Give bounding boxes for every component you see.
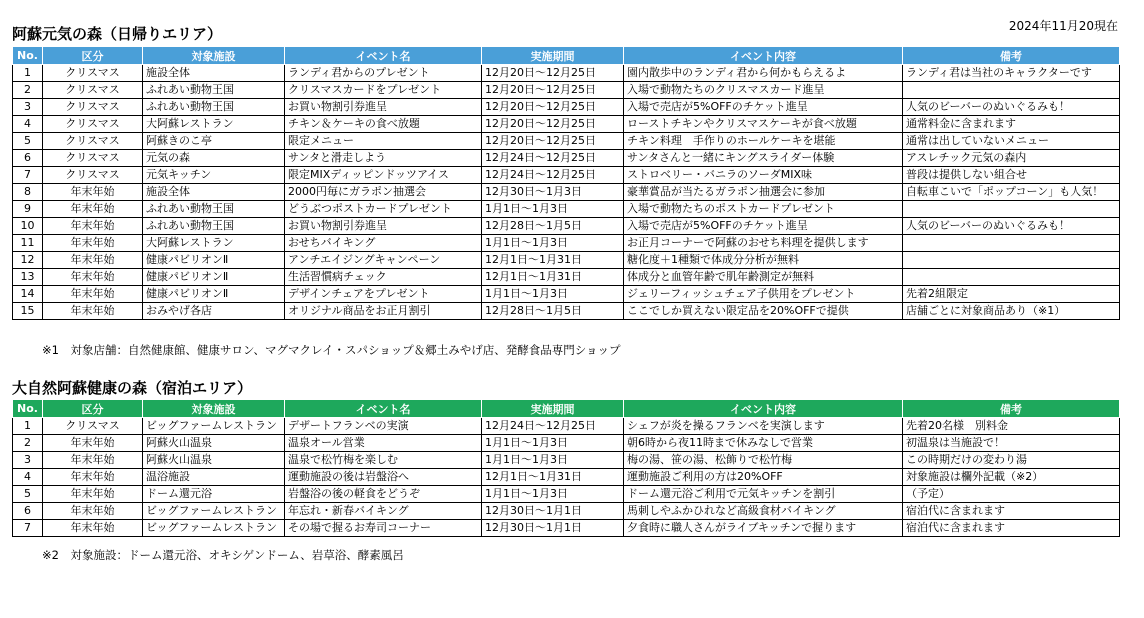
cell-remarks: 対象施設は欄外記載（※2） bbox=[903, 469, 1120, 486]
cell-period: 1月1日～1月3日 bbox=[482, 452, 624, 469]
cell-no: 12 bbox=[13, 252, 43, 269]
table-row bbox=[13, 82, 1120, 99]
cell-facility: 健康パビリオンⅡ bbox=[143, 286, 285, 303]
cell-period: 12月28日～1月5日 bbox=[482, 303, 624, 320]
cell-remarks: 自転車こいで「ポップコーン」も人気！ bbox=[903, 184, 1120, 201]
cell-event-name: 限定メニュー bbox=[285, 133, 482, 150]
table-row bbox=[13, 435, 1120, 452]
cell-event-name: どうぶつポストカードプレゼント bbox=[285, 201, 482, 218]
table-row bbox=[13, 452, 1120, 469]
cell-no: 1 bbox=[13, 418, 43, 435]
cell-facility: 健康パビリオンⅡ bbox=[143, 269, 285, 286]
cell-event-name: 2000円毎にガラポン抽選会 bbox=[285, 184, 482, 201]
cell-facility: 元気キッチン bbox=[143, 167, 285, 184]
cell-facility: ふれあい動物王国 bbox=[143, 82, 285, 99]
cell-period: 12月24日～12月25日 bbox=[482, 167, 624, 184]
section2-title: 大自然阿蘇健康の森（宿泊エリア） bbox=[12, 379, 253, 397]
cell-category: クリスマス bbox=[43, 65, 143, 82]
cell-category: クリスマス bbox=[43, 99, 143, 116]
cell-period: 12月1日～1月31日 bbox=[482, 252, 624, 269]
cell-period: 12月20日～12月25日 bbox=[482, 133, 624, 150]
cell-remarks bbox=[903, 82, 1120, 99]
column-header-facility: 対象施設 bbox=[143, 47, 285, 65]
cell-no: 5 bbox=[13, 133, 43, 150]
cell-no: 10 bbox=[13, 218, 43, 235]
cell-remarks: （予定） bbox=[903, 486, 1120, 503]
cell-facility: 阿蘇火山温泉 bbox=[143, 452, 285, 469]
cell-facility: 温浴施設 bbox=[143, 469, 285, 486]
cell-category: 年末年始 bbox=[43, 235, 143, 252]
cell-event-name: ランディ君からのプレゼント bbox=[285, 65, 482, 82]
cell-remarks: 宿泊代に含まれます bbox=[903, 503, 1120, 520]
cell-no: 4 bbox=[13, 116, 43, 133]
table-row bbox=[13, 520, 1120, 537]
cell-event-details: シェフが炎を操るフランベを実演します bbox=[624, 418, 903, 435]
cell-event-name: 温泉オール営業 bbox=[285, 435, 482, 452]
cell-event-details: 夕食時に職人さんがライブキッチンで握ります bbox=[624, 520, 903, 537]
cell-remarks: 人気のビーバーのぬいぐるみも！ bbox=[903, 218, 1120, 235]
cell-remarks: 店舗ごとに対象商品あり（※1） bbox=[903, 303, 1120, 320]
cell-facility: 健康パビリオンⅡ bbox=[143, 252, 285, 269]
table-row bbox=[13, 167, 1120, 184]
cell-event-details: 豪華賞品が当たるガラポン抽選会に参加 bbox=[624, 184, 903, 201]
section1-footnote: ※1 対象店舗：自然健康館、健康サロン、マグマクレイ・スパショップ＆郷土みやげ店、発酵食品専門ショップ bbox=[42, 343, 621, 357]
cell-event-details: 朝6時から夜11時まで休みなしで営業 bbox=[624, 435, 903, 452]
cell-category: クリスマス bbox=[43, 167, 143, 184]
table-row bbox=[13, 218, 1120, 235]
cell-no: 1 bbox=[13, 65, 43, 82]
cell-no: 7 bbox=[13, 167, 43, 184]
cell-facility: 大阿蘇レストラン bbox=[143, 235, 285, 252]
cell-remarks bbox=[903, 269, 1120, 286]
table-row bbox=[13, 99, 1120, 116]
cell-facility: 施設全体 bbox=[143, 184, 285, 201]
column-header-period: 実施期間 bbox=[482, 400, 624, 418]
cell-category: 年末年始 bbox=[43, 435, 143, 452]
table-row bbox=[13, 286, 1120, 303]
cell-event-details: お正月コーナーで阿蘇のおせち料理を提供します bbox=[624, 235, 903, 252]
column-header-period: 実施期間 bbox=[482, 47, 624, 65]
cell-period: 12月1日～1月31日 bbox=[482, 269, 624, 286]
cell-event-details: 運動施設ご利用の方は20%OFF bbox=[624, 469, 903, 486]
table-row bbox=[13, 65, 1120, 82]
cell-period: 12月20日～12月25日 bbox=[482, 82, 624, 99]
cell-remarks: 宿泊代に含まれます bbox=[903, 520, 1120, 537]
cell-facility: 阿蘇火山温泉 bbox=[143, 435, 285, 452]
cell-category: クリスマス bbox=[43, 133, 143, 150]
cell-facility: おみやげ各店 bbox=[143, 303, 285, 320]
cell-remarks bbox=[903, 201, 1120, 218]
cell-period: 1月1日～1月3日 bbox=[482, 235, 624, 252]
cell-period: 12月30日～1月3日 bbox=[482, 184, 624, 201]
cell-no: 11 bbox=[13, 235, 43, 252]
cell-period: 12月30日～1月1日 bbox=[482, 520, 624, 537]
cell-event-details: 入場で売店が5%OFFのチケット進呈 bbox=[624, 99, 903, 116]
table-row bbox=[13, 469, 1120, 486]
cell-event-name: 生活習慣病チェック bbox=[285, 269, 482, 286]
section1-title: 阿蘇元気の森（日帰りエリア） bbox=[12, 25, 223, 43]
cell-category: 年末年始 bbox=[43, 452, 143, 469]
cell-category: クリスマス bbox=[43, 150, 143, 167]
cell-period: 1月1日～1月3日 bbox=[482, 486, 624, 503]
cell-event-details: 園内散歩中のランディ君から何かもらえるよ bbox=[624, 65, 903, 82]
cell-no: 6 bbox=[13, 503, 43, 520]
cell-event-name: 運動施設の後は岩盤浴へ bbox=[285, 469, 482, 486]
cell-no: 15 bbox=[13, 303, 43, 320]
cell-category: 年末年始 bbox=[43, 218, 143, 235]
table-row bbox=[13, 150, 1120, 167]
cell-category: クリスマス bbox=[43, 82, 143, 99]
cell-category: 年末年始 bbox=[43, 503, 143, 520]
column-header-event-name: イベント名 bbox=[285, 47, 482, 65]
cell-period: 12月1日～1月31日 bbox=[482, 469, 624, 486]
cell-period: 12月24日～12月25日 bbox=[482, 150, 624, 167]
cell-period: 12月20日～12月25日 bbox=[482, 116, 624, 133]
cell-facility: ビッグファームレストラン bbox=[143, 503, 285, 520]
cell-remarks: 通常料金に含まれます bbox=[903, 116, 1120, 133]
cell-facility: 元気の森 bbox=[143, 150, 285, 167]
cell-category: 年末年始 bbox=[43, 184, 143, 201]
cell-event-details: 入場で動物たちのポストカードプレゼント bbox=[624, 201, 903, 218]
cell-facility: ふれあい動物王国 bbox=[143, 99, 285, 116]
as-of-date: 2024年11月20現在 bbox=[1008, 19, 1118, 33]
section1-header-row bbox=[13, 47, 1120, 65]
cell-event-details: 梅の湯、笹の湯、松飾りで松竹梅 bbox=[624, 452, 903, 469]
cell-category: 年末年始 bbox=[43, 520, 143, 537]
cell-event-name: 年忘れ・新春バイキング bbox=[285, 503, 482, 520]
cell-event-name: チキン＆ケーキの食べ放題 bbox=[285, 116, 482, 133]
cell-event-name: お買い物割引券進呈 bbox=[285, 99, 482, 116]
cell-period: 12月20日～12月25日 bbox=[482, 65, 624, 82]
section2-header-row bbox=[13, 400, 1120, 418]
column-header-remarks: 備考 bbox=[903, 400, 1120, 418]
cell-event-details: 入場で売店が5%OFFのチケット進呈 bbox=[624, 218, 903, 235]
cell-event-details: ジェリーフィッシュチェア子供用をプレゼント bbox=[624, 286, 903, 303]
cell-remarks: ランディ君は当社のキャラクターです bbox=[903, 65, 1120, 82]
column-header-remarks: 備考 bbox=[903, 47, 1120, 65]
cell-event-name: おせちバイキング bbox=[285, 235, 482, 252]
column-header-category: 区分 bbox=[43, 47, 143, 65]
cell-category: 年末年始 bbox=[43, 286, 143, 303]
cell-remarks: この時期だけの変わり湯 bbox=[903, 452, 1120, 469]
cell-remarks: 先着20名様 別料金 bbox=[903, 418, 1120, 435]
cell-event-details: 糖化度＋1種類で体成分分析が無料 bbox=[624, 252, 903, 269]
cell-event-name: オリジナル商品をお正月割引 bbox=[285, 303, 482, 320]
cell-facility: ドーム還元浴 bbox=[143, 486, 285, 503]
table-row bbox=[13, 486, 1120, 503]
cell-period: 1月1日～1月3日 bbox=[482, 201, 624, 218]
cell-event-name: デザートフランベの実演 bbox=[285, 418, 482, 435]
cell-category: 年末年始 bbox=[43, 486, 143, 503]
column-header-no: No. bbox=[13, 400, 43, 418]
cell-remarks: 人気のビーバーのぬいぐるみも！ bbox=[903, 99, 1120, 116]
cell-event-name: クリスマスカードをプレゼント bbox=[285, 82, 482, 99]
cell-remarks: 初温泉は当施設で！ bbox=[903, 435, 1120, 452]
cell-no: 9 bbox=[13, 201, 43, 218]
cell-event-details: サンタさんと一緒にキングスライダー体験 bbox=[624, 150, 903, 167]
cell-event-details: ストロベリー・バニラのソーダMIX味 bbox=[624, 167, 903, 184]
cell-event-name: その場で握るお寿司コーナー bbox=[285, 520, 482, 537]
cell-facility: ビッグファームレストラン bbox=[143, 418, 285, 435]
cell-no: 2 bbox=[13, 82, 43, 99]
cell-facility: ビッグファームレストラン bbox=[143, 520, 285, 537]
cell-period: 12月24日～12月25日 bbox=[482, 418, 624, 435]
cell-period: 1月1日～1月3日 bbox=[482, 286, 624, 303]
cell-event-name: お買い物割引券進呈 bbox=[285, 218, 482, 235]
table-row bbox=[13, 252, 1120, 269]
cell-category: 年末年始 bbox=[43, 303, 143, 320]
cell-category: 年末年始 bbox=[43, 201, 143, 218]
cell-no: 2 bbox=[13, 435, 43, 452]
cell-event-name: 岩盤浴の後の軽食をどうぞ bbox=[285, 486, 482, 503]
cell-facility: 阿蘇きのこ亭 bbox=[143, 133, 285, 150]
section1-table bbox=[12, 46, 1120, 320]
table-row bbox=[13, 303, 1120, 320]
cell-no: 6 bbox=[13, 150, 43, 167]
cell-no: 3 bbox=[13, 99, 43, 116]
cell-event-details: 馬刺しやふかひれなど高級食材バイキング bbox=[624, 503, 903, 520]
table-row bbox=[13, 418, 1120, 435]
cell-facility: 大阿蘇レストラン bbox=[143, 116, 285, 133]
cell-event-name: アンチエイジングキャンペーン bbox=[285, 252, 482, 269]
cell-remarks: 先着2組限定 bbox=[903, 286, 1120, 303]
cell-event-details: チキン料理 手作りのホールケーキを堪能 bbox=[624, 133, 903, 150]
cell-event-name: デザインチェアをプレゼント bbox=[285, 286, 482, 303]
column-header-event-name: イベント名 bbox=[285, 400, 482, 418]
table-row bbox=[13, 503, 1120, 520]
cell-no: 13 bbox=[13, 269, 43, 286]
cell-facility: ふれあい動物王国 bbox=[143, 201, 285, 218]
column-header-category: 区分 bbox=[43, 400, 143, 418]
section2-table bbox=[12, 399, 1120, 537]
cell-period: 12月28日～1月5日 bbox=[482, 218, 624, 235]
cell-event-details: 入場で動物たちのクリスマスカード進呈 bbox=[624, 82, 903, 99]
cell-event-details: ドーム還元浴ご利用で元気キッチンを割引 bbox=[624, 486, 903, 503]
cell-category: クリスマス bbox=[43, 116, 143, 133]
cell-category: 年末年始 bbox=[43, 469, 143, 486]
cell-no: 7 bbox=[13, 520, 43, 537]
column-header-facility: 対象施設 bbox=[143, 400, 285, 418]
cell-remarks: アスレチック元気の森内 bbox=[903, 150, 1120, 167]
table-row bbox=[13, 235, 1120, 252]
cell-event-details: ローストチキンやクリスマスケーキが食べ放題 bbox=[624, 116, 903, 133]
column-header-event-details: イベント内容 bbox=[624, 400, 903, 418]
cell-remarks: 通常は出していないメニュー bbox=[903, 133, 1120, 150]
cell-no: 14 bbox=[13, 286, 43, 303]
cell-period: 12月20日～12月25日 bbox=[482, 99, 624, 116]
section2-footnote: ※2 対象施設：ドーム還元浴、オキシゲンドーム、岩草浴、酵素風呂 bbox=[42, 548, 404, 562]
cell-event-name: 温泉で松竹梅を楽しむ bbox=[285, 452, 482, 469]
cell-no: 8 bbox=[13, 184, 43, 201]
cell-event-name: 限定MIXディッピンドッツアイス bbox=[285, 167, 482, 184]
table-row bbox=[13, 269, 1120, 286]
cell-category: 年末年始 bbox=[43, 269, 143, 286]
cell-facility: ふれあい動物王国 bbox=[143, 218, 285, 235]
cell-category: クリスマス bbox=[43, 418, 143, 435]
table-row bbox=[13, 201, 1120, 218]
cell-remarks bbox=[903, 252, 1120, 269]
cell-remarks bbox=[903, 235, 1120, 252]
cell-no: 5 bbox=[13, 486, 43, 503]
table-row bbox=[13, 184, 1120, 201]
cell-no: 4 bbox=[13, 469, 43, 486]
cell-category: 年末年始 bbox=[43, 252, 143, 269]
cell-facility: 施設全体 bbox=[143, 65, 285, 82]
cell-event-details: 体成分と血管年齢で肌年齢測定が無料 bbox=[624, 269, 903, 286]
cell-event-details: ここでしか買えない限定品を20%OFFで提供 bbox=[624, 303, 903, 320]
cell-period: 12月30日～1月1日 bbox=[482, 503, 624, 520]
column-header-event-details: イベント内容 bbox=[624, 47, 903, 65]
cell-remarks: 普段は提供しない組合せ bbox=[903, 167, 1120, 184]
cell-period: 1月1日～1月3日 bbox=[482, 435, 624, 452]
cell-no: 3 bbox=[13, 452, 43, 469]
table-row bbox=[13, 116, 1120, 133]
table-row bbox=[13, 133, 1120, 150]
cell-event-name: サンタと滑走しよう bbox=[285, 150, 482, 167]
column-header-no: No. bbox=[13, 47, 43, 65]
